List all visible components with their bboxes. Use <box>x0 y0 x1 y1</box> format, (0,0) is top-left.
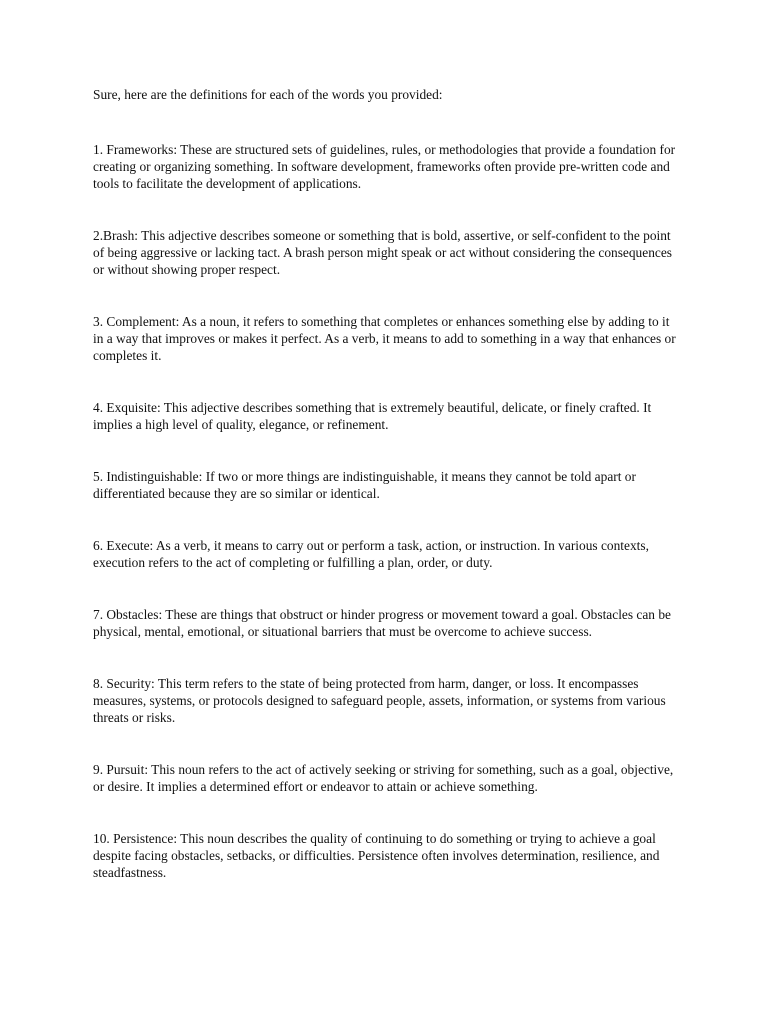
definition-item: 2.Brash: This adjective describes someone or something that is bold, assertive, or self-confident to the point of being aggressive or lacking tact. A brash person might speak or act without considering the consequences or without showing proper respect. <box>93 228 672 277</box>
definition-item: 8. Security: This term refers to the state of being protected from harm, danger, or loss. It encompasses measures, systems, or protocols designed to safeguard people, assets, information, or systems from various threats or risks. <box>93 676 666 725</box>
definition-item: 10. Persistence: This noun describes the quality of continuing to do something or trying to achieve a goal despite facing obstacles, setbacks, or difficulties. Persistence often involves determination, resilience, and steadfastness. <box>93 831 660 880</box>
definition-item: 9. Pursuit: This noun refers to the act of actively seeking or striving for something, such as a goal, objective, or desire. It implies a determined effort or endeavor to attain or achieve something. <box>93 762 674 794</box>
document-page <box>93 86 683 916</box>
definition-item: 3. Complement: As a noun, it refers to something that completes or enhances something else by adding to it in a way that improves or makes it perfect. As a verb, it means to add to something in a way that enhances or completes it. <box>93 314 676 363</box>
intro-text: Sure, here are the definitions for each of the words you provided: <box>93 87 443 102</box>
definition-item: 5. Indistinguishable: If two or more things are indistinguishable, it means they cannot be told apart or differentiated because they are so similar or identical. <box>93 469 636 501</box>
definition-item: 1. Frameworks: These are structured sets of guidelines, rules, or methodologies that provide a foundation for creating or organizing something. In software development, frameworks often provide pre-written code and tools to facilitate the development of applications. <box>93 142 676 191</box>
definition-item: 4. Exquisite: This adjective describes something that is extremely beautiful, delicate, or finely crafted. It implies a high level of quality, elegance, or refinement. <box>93 400 652 432</box>
definition-item: 6. Execute: As a verb, it means to carry out or perform a task, action, or instruction. In various contexts, execution refers to the act of completing or fulfilling a plan, order, or duty. <box>93 538 649 570</box>
definitions-list <box>93 141 683 881</box>
definition-item: 7. Obstacles: These are things that obstruct or hinder progress or movement toward a goal. Obstacles can be physical, mental, emotional, or situational barriers that must be overcome to achieve success. <box>93 607 671 639</box>
